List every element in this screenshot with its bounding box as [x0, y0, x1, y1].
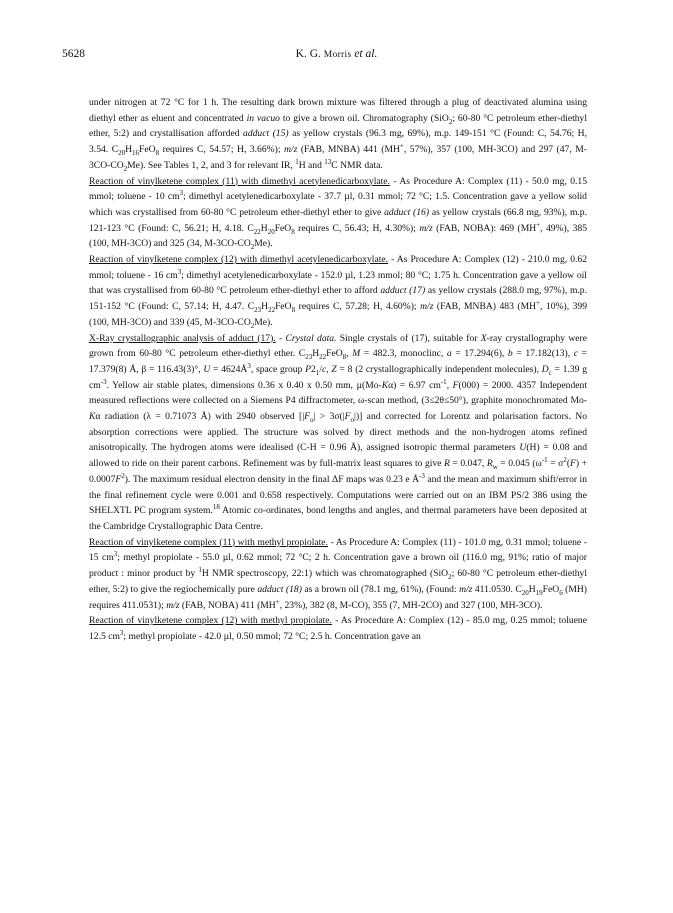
text-run: U [203, 363, 211, 375]
subscript: 2 [123, 164, 128, 173]
text-run: adduct (16) [384, 206, 430, 218]
subscript: 1 [315, 368, 320, 377]
superscript: 13 [324, 157, 332, 166]
text-run: , 23%), 382 (8, M-CO), 355 (7, MH-2CO) and 327 (100, MH-3CO). [279, 599, 543, 611]
text-run: - As Procedure A: Complex (12) - 210.0 mg, 0.62 mmol; toluene - 16 cm [89, 254, 587, 281]
paragraph-adduct-17 [89, 252, 587, 331]
text-run: m/z [459, 583, 473, 595]
subscript: 23 [305, 353, 313, 362]
text-run: = 1.39 g cm [89, 363, 587, 391]
text-run: (000) = 2000. 4357 Independent measured reflections were collected on a Siemens P4 diffractometer, ω-scan method, (3≤2θ≤50°), graphite monochromated Mo- [89, 379, 587, 407]
text-run: m/z [166, 599, 180, 611]
text-run: FeO [326, 348, 343, 360]
text-run: b [507, 348, 513, 360]
subscript: 22 [319, 353, 327, 362]
superscript: 3 [179, 189, 184, 198]
text-run: H [260, 222, 268, 234]
subscript: 20 [118, 149, 126, 158]
text-run: FeO [275, 301, 292, 313]
text-run: (MH) requires 411.0531); [89, 583, 587, 611]
paragraph-complex-12-propiolate [89, 613, 587, 644]
text-run: = 8 (2 crystallographically independent molecules), [336, 363, 542, 375]
text-run: (FAB, MNBA) 483 (MH [433, 301, 537, 313]
text-run: ). The maximum residual electron density in the final ΔF maps was 0.23 e Å [124, 473, 420, 485]
text-run: Me). See Tables 1, 2, and 3 for relevant IR, [127, 159, 296, 171]
text-run: M [352, 348, 361, 360]
text-run: Z [331, 363, 337, 375]
subscript: 20 [267, 227, 275, 236]
superscript: 2 [121, 471, 125, 480]
paragraph-adduct-15 [89, 95, 587, 174]
text-run: - [275, 332, 286, 344]
superscript: 2 [563, 455, 567, 464]
superscript: -3 [100, 377, 107, 386]
text-run: α radiation (λ = 0.71073 Å) with 2940 observed [| [95, 411, 305, 423]
text-run: as yellow crystals (96.3 mg, 69%), m.p. 149-151 °C (Found: C, 54.76; H, 3.54. C [89, 128, 587, 156]
subscript: 8 [291, 306, 296, 315]
text-run: H [261, 301, 269, 313]
superscript: -1 [541, 455, 548, 464]
text-run: | > 3σ(| [313, 411, 345, 423]
subscript: 2 [448, 573, 452, 581]
text-run: (FAB, NOBA): 469 (MH [432, 222, 537, 234]
text-run: H NMR spectroscopy, 22:1) which was chromatographed (SiO [201, 568, 449, 580]
text-run: . Yellow air stable plates, dimensions 0.36 x 0.40 x 0.50 mm, µ(Mo- [106, 379, 382, 391]
text-run: ( [566, 458, 571, 470]
text-run: , 57%), 357 (100, MH-3CO) and 297 (47, M-3CO-CO [89, 144, 587, 171]
text-run: Single crystals of (17), suitable for [336, 332, 481, 344]
text-run: R [486, 458, 493, 470]
subscript: 22 [253, 227, 261, 236]
superscript: -1 [440, 377, 447, 386]
text-run: , 49%), 385 (100, MH-3CO) and 325 (34, M-3CO-CO [89, 222, 587, 250]
superscript: -3 [419, 471, 425, 480]
subscript: 8 [291, 227, 295, 236]
subscript: 20 [521, 588, 529, 597]
text-run: (FAB, NOBA) 411 (MH [179, 599, 276, 611]
text-run: m/z [284, 144, 298, 156]
text-run: (FAB, MNBA) 441 (MH [297, 144, 400, 156]
text-run: ; methyl propiolate - 42.0 µl, 0.50 mmol; 72 °C; 2.5 h. Concentration gave an [123, 630, 421, 642]
section-heading: Reaction of vinylketene complex (12) with methyl propiolate. [89, 615, 332, 627]
text-run: 411.0530. C [472, 583, 522, 595]
text-run: a [446, 348, 452, 360]
text-run: , [446, 379, 453, 391]
text-run: FeO [139, 144, 156, 156]
superscript: + [536, 220, 541, 229]
text-run: F [344, 411, 351, 423]
subscript: 2 [250, 243, 255, 252]
text-run: and the mean and maximum shift/error in the final refinement cycle were 0.001 and 0.658 respectively. Computations were carried out on an IBM PS/2 386 using the SHELXTL PC program system. [89, 473, 587, 517]
section-heading: X-Ray crystallographic analysis of adduct (17). [89, 332, 276, 344]
text-run: R [444, 458, 450, 470]
text-run: = 0.045 (ω [497, 458, 542, 470]
text-run: 2 [311, 363, 316, 375]
text-run: F [304, 411, 311, 423]
text-run: requires C, 56.43; H, 4.30%); [294, 222, 420, 234]
text-run: requires C, 54.57; H, 3.66%); [159, 144, 284, 156]
text-run: D [541, 363, 549, 375]
text-run: FeO [274, 222, 292, 234]
subscript: 8 [342, 353, 347, 362]
text-run: C NMR data. [331, 159, 383, 171]
text-run: in vacuo [246, 112, 280, 124]
text-run: = 17.294(6), [451, 348, 508, 360]
author-initials: K. G. [295, 48, 324, 60]
text-run: Atomic co-ordinates, bond lengths and angles, and thermal parameters have been deposited at the Cambridge Crystallographic Data Centre. [89, 505, 587, 532]
superscript: 3 [247, 361, 251, 370]
paragraph-xray-analysis [89, 331, 587, 535]
section-heading: Reaction of vinylketene complex (12) with dimethyl acetylenedicarboxylate. [89, 254, 389, 266]
text-run: ) + 0.0007 [89, 458, 587, 485]
text-run: X [480, 332, 487, 344]
superscript: 18 [212, 503, 220, 512]
subscript: 2 [448, 117, 453, 126]
text-run: ; methyl propiolate - 55.0 µl, 0.62 mmol; 72 °C; 2 h. Concentration gave a brown oil (116.0 mg, 91%; ratio of major product : minor product by [89, 552, 587, 580]
text-run: P [305, 363, 312, 375]
text-run: , space group [250, 363, 306, 375]
subscript: 16 [132, 149, 140, 158]
text-run: F [570, 458, 576, 470]
text-run: - As Procedure A: Complex (12) - 85.0 mg, 0.25 mmol; toluene 12.5 cm [89, 615, 587, 642]
text-run: ; 60-80 °C petroleum ether-diethyl ether, 5:2) to give the regiochemically pure [89, 568, 587, 595]
text-run: as yellow crystals (288.0 mg, 97%), m.p. 151-152 °C (Found: C, 57.14; H, 4.47. C [89, 285, 587, 313]
text-run: H [312, 348, 320, 360]
subscript: c [548, 368, 552, 377]
text-run: m/z [419, 222, 433, 234]
paragraph-adduct-16 [89, 174, 587, 253]
page-number: 5628 [62, 48, 85, 60]
text-run: F [115, 473, 122, 485]
text-run: -ray crystallography were grown from 60-80 °C petroleum ether-diethyl ether. C [89, 332, 587, 360]
superscript: 3 [113, 550, 118, 559]
superscript: + [536, 298, 540, 307]
subscript: 2 [250, 321, 255, 330]
superscript: + [275, 597, 280, 606]
text-run: H [125, 144, 133, 156]
text-run: = 482.3, monoclinc, [360, 348, 447, 360]
section-heading: Reaction of vinylketene complex (11) with methyl propiolate. [89, 536, 328, 548]
text-run: ; dimethyl acetylenedicarboxylate - 152.0 µl, 1.23 mmol; 80 °C; 1.75 h. Concentration gave a yellow oil that was crystallised from 60-80 °C petroleum ether-diethyl ether to afford [89, 269, 587, 297]
subscript: 22 [268, 306, 276, 315]
author-surname: Morris [323, 50, 352, 60]
text-run: Crystal data. [285, 332, 337, 344]
subscript: 19 [535, 588, 543, 597]
text-run: ; dimethyl acetylenedicarboxylate - 37.7 µl, 0.31 mmol; 72 °C; 1.5. Concentration gave a yellow solid which was crystallised from 60-80 °C petroleum ether-diethyl ether to give [89, 191, 587, 218]
subscript: o [350, 415, 355, 424]
text-run: = 17.182(13), [512, 348, 574, 360]
text-run: as yellow crystals (66.8 mg, 93%), m.p. 121-123 °C (Found: C, 56.21; H, 4.18. C [89, 206, 587, 234]
text-run: , [346, 348, 353, 360]
text-run: adduct (17) [380, 285, 426, 297]
paragraph-adduct-18 [89, 535, 587, 614]
superscript: + [399, 141, 404, 150]
text-run: α) = 6.97 cm [388, 379, 441, 391]
text-run: , [326, 363, 332, 375]
subscript: o [310, 415, 314, 424]
author-suffix: et al. [351, 48, 378, 60]
text-run: Me). [254, 238, 273, 250]
text-run: to give a brown oil. Chromatography (SiO [279, 112, 449, 124]
text-run: adduct (15) [243, 128, 289, 140]
text-run: - As Procedure A: Complex (11) - 50.0 mg, 0.15 mmol; toluene - 10 cm [89, 175, 587, 203]
subscript: 6 [559, 588, 563, 597]
text-run: H [528, 583, 536, 595]
text-run: = σ [547, 458, 564, 470]
text-run: m/z [420, 301, 434, 313]
text-run: , 10%), 399 (100, MH-3CO) and 339 (45, M-3CO-CO [89, 301, 587, 328]
text-run: |)] and corrected for Lorentz and polarisation factors. No absorption corrections were applied. The structure was solved by direct methods and the non-hydrogen atoms refined anisotropically. The hydrogen atoms were idealised (C-H = 0.96 Å), assigned isotropic thermal parameters [89, 411, 587, 454]
text-run: K [89, 411, 96, 423]
text-run: K [381, 379, 389, 391]
text-run: - As Procedure A: Complex (11) - 101.0 mg, 0.31 mmol; toluene - 15 cm [89, 536, 587, 564]
superscript: 3 [177, 267, 182, 276]
text-run: Me). [254, 316, 273, 328]
text-run: c [573, 348, 578, 360]
text-run: H and [298, 159, 325, 171]
text-run: as a brown oil (78.1 mg, 61%), (Found: [301, 583, 460, 595]
text-run: FeO [542, 583, 560, 595]
superscript: 3 [119, 628, 124, 637]
text-run: = 17.379(8) Å, β = 116.43(3)°, [89, 348, 587, 375]
text-run: = 0.047, [449, 458, 487, 470]
superscript: 1 [295, 157, 299, 166]
subscript: w [492, 463, 498, 472]
text-run: under nitrogen at 72 °C for 1 h. The resulting dark brown mixture was filtered through a plug of deactivated alumina using diethyl ether as eluent and concentrated [89, 97, 587, 124]
text-run: ; 60-80 °C petroleum ether-diethyl ether, 5:2) and crystallisation afforded [89, 112, 587, 140]
text-run: F [452, 379, 459, 391]
text-run: = 4624Å [210, 363, 248, 375]
page-header [62, 48, 611, 66]
text-run: adduct (18) [257, 583, 302, 595]
text-run: requires C, 57.28; H, 4.60%); [295, 301, 421, 313]
subscript: 8 [155, 149, 160, 158]
article-body [89, 95, 587, 895]
text-run: U [519, 442, 527, 454]
text-run: c [321, 363, 327, 375]
superscript: 1 [198, 565, 202, 574]
subscript: 23 [254, 306, 262, 315]
text-run: / [319, 363, 322, 375]
section-heading: Reaction of vinylketene complex (11) with dimethyl acetylenedicarboxylate. [89, 175, 390, 187]
text-run: (H) = 0.08 and allowed to ride on their parent carbons. Refinement was by full-matrix least squares to give [89, 442, 587, 470]
running-title [62, 48, 611, 60]
